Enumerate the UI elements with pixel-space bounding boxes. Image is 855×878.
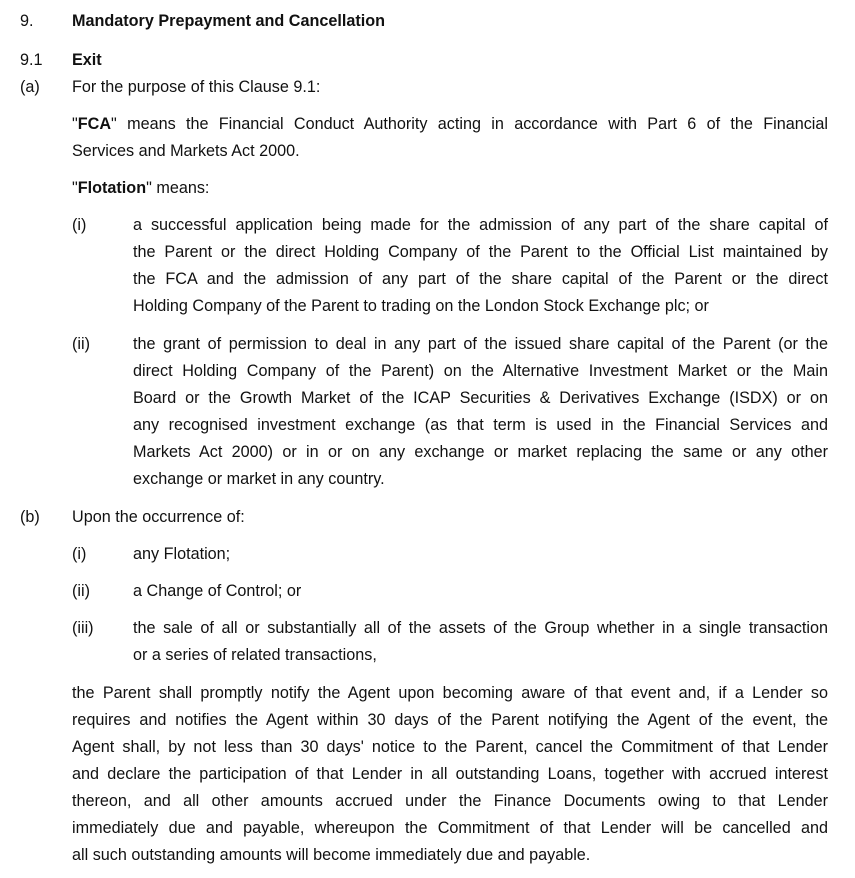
consequence-text: thereon, and all other amounts accrued under the Finance Documents owing to that Lender <box>72 792 828 810</box>
flotation-item-label: (i) <box>72 216 87 234</box>
flotation-item-text: direct Holding Company of the Parent) on the Alternative Investment Market or the Main <box>133 362 828 380</box>
fca-definition-text: " means the Financial Conduct Authority acting in accordance with Part 6 of the Financial <box>111 115 828 133</box>
para-b-intro: Upon the occurrence of: <box>72 508 245 526</box>
occurrence-item-text: the sale of all or substantially all of the assets of the Group whether in a single transaction <box>133 619 828 637</box>
flotation-item-text: the Parent or the direct Holding Company of the Parent to the Official List maintained by <box>133 243 828 261</box>
flotation-definition: "Flotation" means: <box>72 179 210 197</box>
flotation-item-text: the FCA and the admission of any part of the share capital of the Parent or the direct <box>133 270 828 288</box>
flotation-item-text: Markets Act 2000) or in or on any exchange or market replacing the same or any other <box>133 443 828 461</box>
flotation-item-text: the grant of permission to deal in any part of the issued share capital of the Parent (or the <box>133 335 828 353</box>
consequence-text: the Parent shall promptly notify the Agent upon becoming aware of that event and, if a Lender so <box>72 684 828 702</box>
flotation-item-label: (ii) <box>72 335 90 353</box>
para-b-label: (b) <box>20 508 40 526</box>
occurrence-item-label: (i) <box>72 545 87 563</box>
subclause-number: 9.1 <box>20 51 43 69</box>
consequence-text: and declare the participation of that Lender in all outstanding Loans, together with accrued interest <box>72 765 828 783</box>
subclause-title: Exit <box>72 51 102 69</box>
fca-definition-line-1: "FCA" means the Financial Conduct Authority acting in accordance with Part 6 of the Financial <box>72 115 828 133</box>
flotation-item-text: any recognised investment exchange (as that term is used in the Financial Services and <box>133 416 828 434</box>
consequence-text: Agent shall, by not less than 30 days' notice to the Parent, cancel the Commitment of that Lender <box>72 738 828 756</box>
clause-title: Mandatory Prepayment and Cancellation <box>72 12 386 30</box>
fca-definition-line-2: Services and Markets Act 2000. <box>72 142 300 160</box>
occurrence-item-text: any Flotation; <box>133 545 231 563</box>
flotation-item-text: a successful application being made for the admission of any part of the share capital of <box>133 216 828 234</box>
flotation-item-text: Holding Company of the Parent to trading on the London Stock Exchange plc; or <box>133 297 709 315</box>
para-a-label: (a) <box>20 78 40 96</box>
occurrence-item-label: (iii) <box>72 619 94 637</box>
flotation-item-text: Board or the Growth Market of the ICAP Securities & Derivatives Exchange (ISDX) or on <box>133 389 828 407</box>
clause-number: 9. <box>20 12 34 30</box>
consequence-text: immediately due and payable, whereupon the Commitment of that Lender will be cancelled and <box>72 819 828 837</box>
consequence-text: all such outstanding amounts will become immediately due and payable. <box>72 846 591 864</box>
flotation-item-text: exchange or market in any country. <box>133 470 385 488</box>
occurrence-item-text: or a series of related transactions, <box>133 646 377 664</box>
occurrence-item-label: (ii) <box>72 582 90 600</box>
flotation-term: Flotation <box>77 179 147 197</box>
para-a-intro: For the purpose of this Clause 9.1: <box>72 78 321 96</box>
consequence-text: requires and notifies the Agent within 30 days of the Parent notifying the Agent of the event, the <box>72 711 828 729</box>
fca-term: FCA <box>77 115 112 133</box>
flotation-means: " means: <box>146 179 210 197</box>
occurrence-item-text: a Change of Control; or <box>133 582 302 600</box>
